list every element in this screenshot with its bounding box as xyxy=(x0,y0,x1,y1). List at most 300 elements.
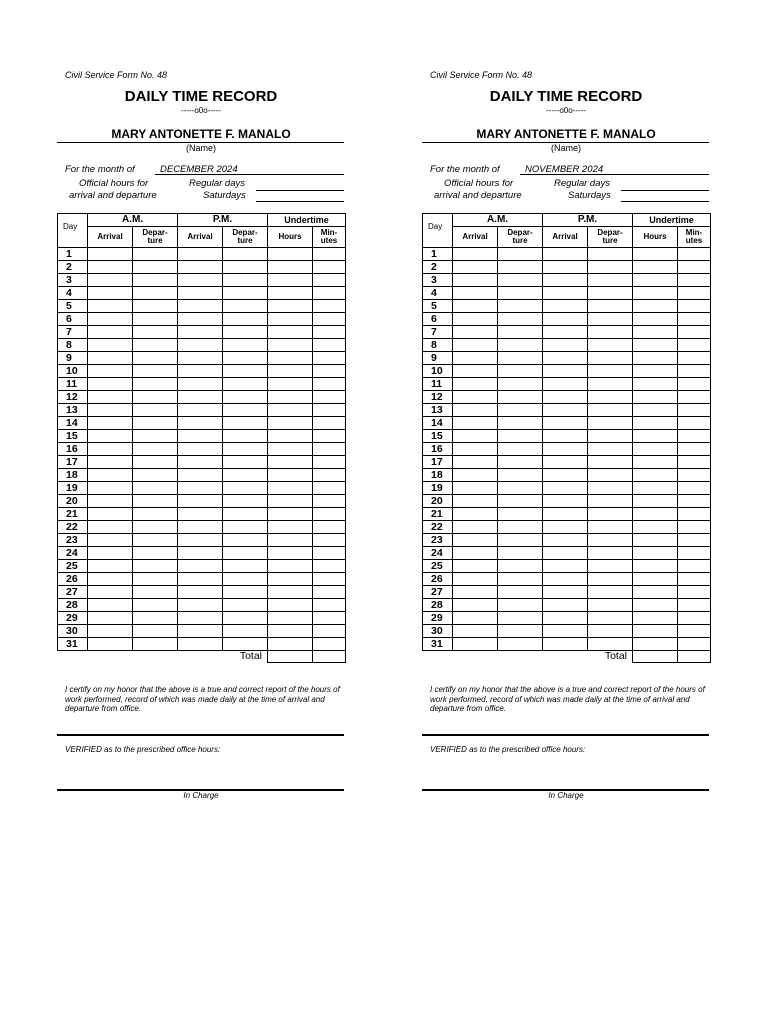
undertime-hours-cell xyxy=(633,352,678,365)
pm-departure-cell xyxy=(223,482,268,495)
pm-arrival-cell xyxy=(543,547,588,560)
undertime-hours-cell xyxy=(633,326,678,339)
am-arrival-cell xyxy=(88,625,133,638)
undertime-minutes-cell xyxy=(313,313,346,326)
pm-arrival-cell xyxy=(543,274,588,287)
am-departure-cell xyxy=(498,443,543,456)
day-row xyxy=(58,638,346,651)
undertime-hours-cell xyxy=(633,261,678,274)
day-number: 27 xyxy=(58,586,88,599)
pm-departure-cell xyxy=(223,300,268,313)
pm-departure-cell xyxy=(588,274,633,287)
time-record-table xyxy=(422,213,711,663)
official-hours-label-1: Official hours for xyxy=(79,178,149,189)
day-number: 17 xyxy=(58,456,88,469)
pm-departure-cell xyxy=(588,534,633,547)
day-number: 11 xyxy=(423,378,453,391)
undertime-hours-cell xyxy=(268,326,313,339)
day-row xyxy=(58,443,346,456)
pm-departure-cell xyxy=(223,560,268,573)
pm-departure-cell xyxy=(223,638,268,651)
verified-text: VERIFIED as to the prescribed office hours: xyxy=(65,745,221,754)
undertime-minutes-cell xyxy=(313,612,346,625)
pm-arrival-cell xyxy=(543,456,588,469)
pm-arrival-cell xyxy=(178,378,223,391)
am-arrival-cell xyxy=(88,430,133,443)
official-hours-label-2: arrival and departure xyxy=(69,190,157,201)
month-value: NOVEMBER 2024 xyxy=(520,164,709,175)
pm-departure-cell xyxy=(588,430,633,443)
day-row xyxy=(58,248,346,261)
pm-arrival-cell xyxy=(178,495,223,508)
pm-header: P.M. xyxy=(178,214,268,227)
month-value: DECEMBER 2024 xyxy=(155,164,344,175)
am-arrival-cell xyxy=(453,326,498,339)
pm-departure-header: Depar- ture xyxy=(588,227,633,248)
day-number: 31 xyxy=(58,638,88,651)
undertime-minutes-cell xyxy=(678,326,711,339)
day-row xyxy=(423,430,711,443)
verified-text: VERIFIED as to the prescribed office hours: xyxy=(430,745,586,754)
pm-departure-cell xyxy=(223,339,268,352)
month-label: For the month of xyxy=(65,164,135,175)
pm-arrival-cell xyxy=(178,638,223,651)
am-departure-cell xyxy=(133,365,178,378)
pm-departure-cell xyxy=(223,456,268,469)
pm-departure-cell xyxy=(223,586,268,599)
undertime-hours-cell xyxy=(268,287,313,300)
undertime-hours-cell xyxy=(633,274,678,287)
am-departure-cell xyxy=(498,625,543,638)
day-row xyxy=(423,508,711,521)
am-departure-cell xyxy=(498,313,543,326)
pm-arrival-cell xyxy=(543,300,588,313)
pm-arrival-cell xyxy=(178,508,223,521)
pm-arrival-cell xyxy=(178,573,223,586)
undertime-hours-cell xyxy=(268,495,313,508)
total-label: Total xyxy=(239,650,262,662)
undertime-minutes-cell xyxy=(313,378,346,391)
pm-arrival-cell xyxy=(543,560,588,573)
regular-days-label: Regular days xyxy=(554,178,610,189)
undertime-hours-cell xyxy=(633,378,678,391)
am-departure-cell xyxy=(133,482,178,495)
am-departure-cell xyxy=(498,339,543,352)
pm-departure-cell xyxy=(588,560,633,573)
day-row xyxy=(58,521,346,534)
undertime-minutes-cell xyxy=(313,534,346,547)
pm-arrival-cell xyxy=(543,534,588,547)
day-number: 21 xyxy=(58,508,88,521)
am-arrival-cell xyxy=(453,612,498,625)
undertime-hours-cell xyxy=(633,625,678,638)
am-departure-cell xyxy=(133,404,178,417)
am-departure-cell xyxy=(133,391,178,404)
undertime-hours-cell xyxy=(633,391,678,404)
am-arrival-cell xyxy=(88,469,133,482)
undertime-minutes-cell xyxy=(678,261,711,274)
day-row xyxy=(423,261,711,274)
undertime-hours-cell xyxy=(633,521,678,534)
am-departure-cell xyxy=(498,326,543,339)
day-row xyxy=(58,573,346,586)
am-departure-cell xyxy=(498,365,543,378)
pm-arrival-cell xyxy=(178,521,223,534)
day-number: 24 xyxy=(58,547,88,560)
am-departure-cell xyxy=(498,456,543,469)
saturdays-line xyxy=(621,201,709,202)
pm-departure-cell xyxy=(588,300,633,313)
am-departure-cell xyxy=(498,391,543,404)
pm-departure-cell xyxy=(223,508,268,521)
am-departure-cell xyxy=(498,508,543,521)
am-arrival-cell xyxy=(453,547,498,560)
am-arrival-cell xyxy=(453,482,498,495)
day-number: 17 xyxy=(423,456,453,469)
pm-departure-cell xyxy=(588,339,633,352)
undertime-hours-cell xyxy=(268,599,313,612)
pm-arrival-cell xyxy=(178,365,223,378)
undertime-hours-cell xyxy=(633,573,678,586)
am-header: A.M. xyxy=(453,214,543,227)
undertime-minutes-cell xyxy=(313,443,346,456)
undertime-hours-cell xyxy=(633,313,678,326)
in-charge-label: In Charge xyxy=(183,791,219,800)
am-departure-cell xyxy=(133,300,178,313)
pm-departure-cell xyxy=(223,378,268,391)
form-number: Civil Service Form No. 48 xyxy=(65,70,168,80)
undertime-minutes-cell xyxy=(313,300,346,313)
pm-departure-cell xyxy=(588,599,633,612)
day-number: 24 xyxy=(423,547,453,560)
day-number: 18 xyxy=(58,469,88,482)
undertime-minutes-cell xyxy=(313,430,346,443)
undertime-minutes-cell xyxy=(313,599,346,612)
pm-departure-cell xyxy=(223,352,268,365)
day-number: 8 xyxy=(58,339,88,352)
pm-departure-cell xyxy=(223,287,268,300)
day-row xyxy=(423,573,711,586)
day-row xyxy=(58,560,346,573)
undertime-minutes-cell xyxy=(678,586,711,599)
pm-arrival-cell xyxy=(178,612,223,625)
undertime-minutes-cell xyxy=(678,339,711,352)
am-arrival-cell xyxy=(88,274,133,287)
am-arrival-cell xyxy=(453,300,498,313)
am-arrival-cell xyxy=(453,430,498,443)
pm-arrival-cell xyxy=(178,300,223,313)
undertime-minutes-cell xyxy=(678,560,711,573)
am-departure-cell xyxy=(133,313,178,326)
undertime-minutes-cell xyxy=(678,417,711,430)
day-number: 4 xyxy=(423,287,453,300)
pm-arrival-cell xyxy=(543,573,588,586)
undertime-hours-cell xyxy=(268,417,313,430)
day-number: 29 xyxy=(58,612,88,625)
pm-arrival-cell xyxy=(178,469,223,482)
undertime-minutes-cell xyxy=(678,521,711,534)
am-departure-cell xyxy=(133,378,178,391)
am-arrival-cell xyxy=(453,352,498,365)
undertime-minutes-cell xyxy=(678,625,711,638)
am-arrival-cell xyxy=(88,313,133,326)
signature-line xyxy=(422,734,709,736)
am-arrival-header: Arrival xyxy=(88,227,133,248)
pm-arrival-cell xyxy=(178,352,223,365)
pm-departure-cell xyxy=(588,378,633,391)
day-number: 25 xyxy=(423,560,453,573)
pm-arrival-cell xyxy=(178,391,223,404)
am-arrival-cell xyxy=(88,573,133,586)
am-departure-cell xyxy=(133,274,178,287)
regular-days-line xyxy=(621,190,709,191)
saturdays-label: Saturdays xyxy=(203,190,246,201)
undertime-hours-cell xyxy=(633,547,678,560)
am-arrival-cell xyxy=(453,313,498,326)
am-arrival-cell xyxy=(88,326,133,339)
pm-arrival-cell xyxy=(178,547,223,560)
undertime-hours-cell xyxy=(633,586,678,599)
am-departure-cell xyxy=(498,287,543,300)
am-departure-cell xyxy=(498,378,543,391)
day-number: 29 xyxy=(423,612,453,625)
pm-arrival-cell xyxy=(543,469,588,482)
undertime-hours-cell xyxy=(633,508,678,521)
pm-arrival-cell xyxy=(178,417,223,430)
pm-departure-cell xyxy=(588,404,633,417)
undertime-minutes-cell xyxy=(678,287,711,300)
form-title: DAILY TIME RECORD xyxy=(124,88,278,105)
pm-departure-cell xyxy=(223,430,268,443)
am-arrival-cell xyxy=(453,404,498,417)
am-arrival-cell xyxy=(453,248,498,261)
undertime-hours-cell xyxy=(268,547,313,560)
day-row xyxy=(423,521,711,534)
am-departure-cell xyxy=(133,508,178,521)
pm-departure-cell xyxy=(588,391,633,404)
day-number: 14 xyxy=(58,417,88,430)
day-number: 14 xyxy=(423,417,453,430)
pm-arrival-cell xyxy=(178,482,223,495)
am-arrival-cell xyxy=(453,521,498,534)
pm-departure-cell xyxy=(588,456,633,469)
pm-departure-cell xyxy=(588,248,633,261)
pm-arrival-cell xyxy=(178,456,223,469)
pm-departure-cell xyxy=(588,482,633,495)
am-arrival-cell xyxy=(453,586,498,599)
day-row xyxy=(58,391,346,404)
am-departure-cell xyxy=(133,586,178,599)
am-departure-cell xyxy=(498,430,543,443)
undertime-minutes-cell xyxy=(678,599,711,612)
undertime-minutes-cell xyxy=(678,612,711,625)
am-departure-header: Depar- ture xyxy=(498,227,543,248)
day-number: 9 xyxy=(423,352,453,365)
am-arrival-cell xyxy=(453,495,498,508)
am-departure-cell xyxy=(133,248,178,261)
undertime-minutes-cell xyxy=(313,417,346,430)
pm-arrival-cell xyxy=(543,417,588,430)
pm-arrival-cell xyxy=(543,404,588,417)
saturdays-line xyxy=(256,201,344,202)
day-row xyxy=(58,417,346,430)
form-title: DAILY TIME RECORD xyxy=(489,88,643,105)
regular-days-line xyxy=(256,190,344,191)
day-number: 8 xyxy=(423,339,453,352)
undertime-hours-cell xyxy=(268,313,313,326)
pm-arrival-cell xyxy=(543,482,588,495)
day-row xyxy=(423,638,711,651)
pm-departure-cell xyxy=(588,586,633,599)
pm-arrival-cell xyxy=(543,508,588,521)
undertime-minutes-cell xyxy=(313,287,346,300)
day-header: Day xyxy=(423,214,453,248)
undertime-minutes-cell xyxy=(678,313,711,326)
day-row xyxy=(58,469,346,482)
certification-text: I certify on my honor that the above is a true and correct report of the hours of work performed, record of which was made daily at the time of arrival and departure from office. xyxy=(430,685,705,713)
day-number: 23 xyxy=(58,534,88,547)
pm-departure-cell xyxy=(223,391,268,404)
title-separator: -----o0o----- xyxy=(546,106,586,115)
day-number: 22 xyxy=(58,521,88,534)
undertime-hours-cell xyxy=(268,625,313,638)
am-arrival-cell xyxy=(453,443,498,456)
pm-departure-cell xyxy=(223,495,268,508)
pm-arrival-cell xyxy=(178,274,223,287)
pm-arrival-cell xyxy=(543,326,588,339)
undertime-hours-cell xyxy=(633,404,678,417)
undertime-hours-cell xyxy=(268,560,313,573)
total-minutes-cell xyxy=(313,651,346,663)
day-row xyxy=(423,625,711,638)
pm-departure-cell xyxy=(223,599,268,612)
pm-arrival-cell xyxy=(543,339,588,352)
pm-departure-cell xyxy=(588,261,633,274)
day-row xyxy=(423,378,711,391)
day-row xyxy=(423,599,711,612)
undertime-hours-cell xyxy=(268,248,313,261)
pm-departure-cell xyxy=(588,495,633,508)
undertime-hours-cell xyxy=(633,612,678,625)
title-separator: -----o0o----- xyxy=(181,106,221,115)
undertime-minutes-cell xyxy=(313,391,346,404)
am-arrival-header: Arrival xyxy=(453,227,498,248)
am-arrival-cell xyxy=(453,261,498,274)
day-number: 26 xyxy=(423,573,453,586)
pm-departure-cell xyxy=(223,365,268,378)
day-row xyxy=(58,534,346,547)
am-arrival-cell xyxy=(453,339,498,352)
pm-arrival-cell xyxy=(543,586,588,599)
pm-departure-cell xyxy=(588,547,633,560)
undertime-hours-cell xyxy=(633,456,678,469)
am-departure-cell xyxy=(133,443,178,456)
am-departure-cell xyxy=(133,495,178,508)
undertime-minutes-cell xyxy=(678,508,711,521)
day-row xyxy=(423,534,711,547)
am-departure-cell xyxy=(498,495,543,508)
pm-departure-cell xyxy=(588,443,633,456)
undertime-minutes-cell xyxy=(313,560,346,573)
pm-departure-cell xyxy=(588,417,633,430)
day-number: 4 xyxy=(58,287,88,300)
pm-arrival-cell xyxy=(543,261,588,274)
pm-arrival-cell xyxy=(178,560,223,573)
undertime-minutes-cell xyxy=(678,638,711,651)
regular-days-label: Regular days xyxy=(189,178,245,189)
am-departure-cell xyxy=(133,612,178,625)
am-arrival-cell xyxy=(88,612,133,625)
day-row xyxy=(58,365,346,378)
am-arrival-cell xyxy=(453,378,498,391)
undertime-hours-cell xyxy=(268,443,313,456)
am-departure-cell xyxy=(133,560,178,573)
day-row xyxy=(423,469,711,482)
pm-arrival-cell xyxy=(178,313,223,326)
pm-departure-cell xyxy=(588,521,633,534)
pm-arrival-cell xyxy=(543,638,588,651)
signature-line xyxy=(57,734,344,736)
pm-arrival-cell xyxy=(543,625,588,638)
undertime-hours-cell xyxy=(633,248,678,261)
am-departure-cell xyxy=(498,586,543,599)
am-arrival-cell xyxy=(453,599,498,612)
undertime-minutes-cell xyxy=(313,339,346,352)
undertime-hours-cell xyxy=(633,638,678,651)
am-arrival-cell xyxy=(88,586,133,599)
undertime-hours-cell xyxy=(633,560,678,573)
undertime-minutes-cell xyxy=(678,248,711,261)
undertime-minutes-cell xyxy=(313,521,346,534)
undertime-hours-cell xyxy=(268,482,313,495)
pm-departure-cell xyxy=(588,352,633,365)
month-label: For the month of xyxy=(430,164,500,175)
day-number: 10 xyxy=(423,365,453,378)
pm-arrival-cell xyxy=(543,313,588,326)
day-row xyxy=(423,287,711,300)
day-header: Day xyxy=(58,214,88,248)
day-row xyxy=(423,339,711,352)
undertime-minutes-cell xyxy=(678,456,711,469)
day-row xyxy=(58,352,346,365)
undertime-hours-cell xyxy=(633,430,678,443)
am-departure-cell xyxy=(133,625,178,638)
undertime-hours-cell xyxy=(633,495,678,508)
undertime-hours-cell xyxy=(268,300,313,313)
pm-departure-cell xyxy=(588,638,633,651)
am-arrival-cell xyxy=(453,508,498,521)
day-number: 16 xyxy=(58,443,88,456)
day-row xyxy=(423,404,711,417)
am-departure-cell xyxy=(498,417,543,430)
undertime-hours-cell xyxy=(633,599,678,612)
undertime-hours-cell xyxy=(268,378,313,391)
day-number: 3 xyxy=(58,274,88,287)
pm-arrival-cell xyxy=(543,365,588,378)
pm-departure-cell xyxy=(223,612,268,625)
name-caption: (Name) xyxy=(185,143,216,153)
undertime-hours-cell xyxy=(633,287,678,300)
pm-arrival-cell xyxy=(178,430,223,443)
employee-name: MARY ANTONETTE F. MANALO xyxy=(476,127,656,141)
day-number: 1 xyxy=(58,248,88,261)
pm-arrival-cell xyxy=(178,326,223,339)
undertime-hours-cell xyxy=(268,612,313,625)
day-number: 20 xyxy=(423,495,453,508)
in-charge-label: In Charge xyxy=(548,791,584,800)
pm-arrival-cell xyxy=(178,586,223,599)
am-arrival-cell xyxy=(453,365,498,378)
